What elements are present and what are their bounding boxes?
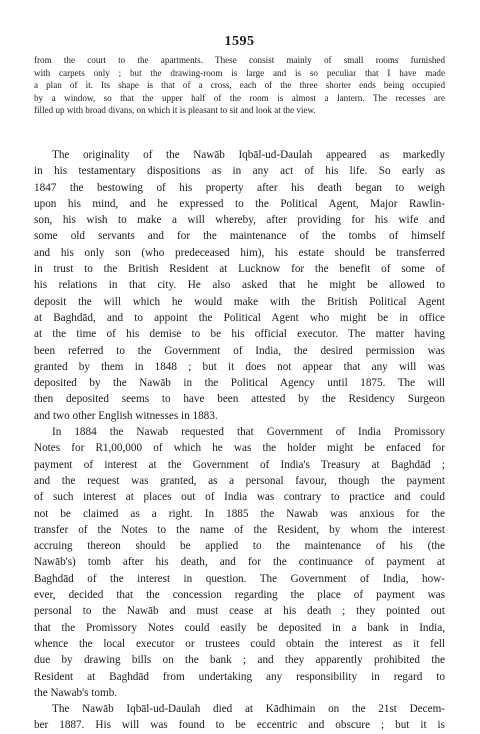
text-line: some old servants and for the maintenance of the tombs of himself <box>34 230 445 243</box>
text-line: ever, decided that the concession regarding the place of payment was <box>34 589 445 602</box>
text-line: in trust to the British Resident at Lucknow for the benefit of some of <box>34 263 445 276</box>
text-line: of such interest at places out of India was contrary to practice and could <box>34 491 445 504</box>
main-text <box>34 147 445 734</box>
paragraph <box>34 701 445 734</box>
text-line: his relations in that city. He also asked that he might be allowed to <box>34 279 445 292</box>
page-number: 1595 <box>224 34 255 49</box>
text-line: In 1884 the Nawab requested that Government of India Promissory <box>52 426 445 439</box>
text-line: the Nawab's tomb. <box>34 686 118 699</box>
text-line: and the request was granted, as a personal favour, though the payment <box>34 474 445 487</box>
text-line: payment of interest at the Government of India's Treasury at Baghdād ; <box>34 458 445 471</box>
text-line: then deposited seems to have been attested by the Residency Surgeon <box>34 393 445 406</box>
text-line: and his only son (who predeceased him), his estate should be transferred <box>34 246 445 259</box>
paragraph <box>34 147 445 424</box>
text-line: Notes for R1,00,000 of which he was the holder might be enfaced for <box>34 442 445 455</box>
text-line: son, his wish to make a will whereby, after providing for his wife and <box>34 214 445 227</box>
text-line: upon his mind, and he expressed to the Political Agent, Major Rawlin- <box>34 197 445 210</box>
text-line: The Nawāb Iqbāl-ud-Daulah died at Kādhimain on the 21st Decem- <box>52 703 445 716</box>
text-line: and two other English witnesses in 1883. <box>34 409 218 422</box>
text-line: accruing thereon should be applied to the maintenance of his (the <box>34 540 445 553</box>
text-line: been referred to the Government of India, the desired permission was <box>34 344 445 357</box>
text-line: 1847 the bestowing of his property after his death began to weigh <box>34 181 445 194</box>
text-line: deposit the will which he would make with the British Political Agent <box>34 295 445 308</box>
text-line: granted by them in 1848 ; but it does not appear that any will was <box>34 360 445 373</box>
text-line: personal to the Nawāb and must cease at his death ; they pointed out <box>34 605 445 618</box>
top-paragraph <box>34 54 445 117</box>
text-line: at the time of his demise to be his official executor. The matter having <box>34 328 445 341</box>
text-line: at Baghdād, and to appoint the Political Agent who might be in office <box>34 311 445 324</box>
text-line: not be claimed as a right. In 1885 the Nawab was anxious for the <box>34 507 445 520</box>
text-line: ber 1887. His will was found to be eccentric and obscure ; but it is <box>34 719 445 732</box>
text-line: due by drawing bills on the bank ; and they apparently prohibited the <box>34 654 445 667</box>
text-line: a plan of it. Its shape is that of a cross, each of the three shorter ends being occupied <box>34 80 445 91</box>
text-line: transfer of the Notes to the name of the Resident, by whom the interest <box>34 523 445 536</box>
text-line: Nawāb's) tomb after his death, and for the continuance of payment at <box>34 556 445 569</box>
text-line: from the court to the apartments. These consist mainly of small rooms furnished <box>34 55 445 65</box>
text-line: by a window, so that the upper half of the room is almost a lantern. The recesses are <box>34 92 445 103</box>
text-line: in his testamentary dispositions as in any act of his life. So early as <box>34 165 445 178</box>
text-line: with carpets only ; but the drawing-room is large and is so peculiar that I have made <box>34 67 445 78</box>
text-line: Resident at Baghdād from undertaking any responsibility in regard to <box>34 670 445 683</box>
text-line: that the Promissory Notes could easily be deposited in a bank in India, <box>34 621 445 634</box>
text-line: whence the local executor or trustees could obtain the interest as it fell <box>34 637 445 650</box>
text-line: The originality of the Nawāb Iqbāl-ud-Daulah appeared as markedly <box>52 149 445 161</box>
text-line: filled up with broad divans, on which it is pleasant to sit and look at the view. <box>34 105 316 116</box>
text-line: Baghdād of the interest in question. The Government of India, how- <box>34 572 445 585</box>
text-line: deposited by the Nawāb in the Political Agency until 1875. The will <box>34 377 445 390</box>
paragraph <box>34 424 445 701</box>
